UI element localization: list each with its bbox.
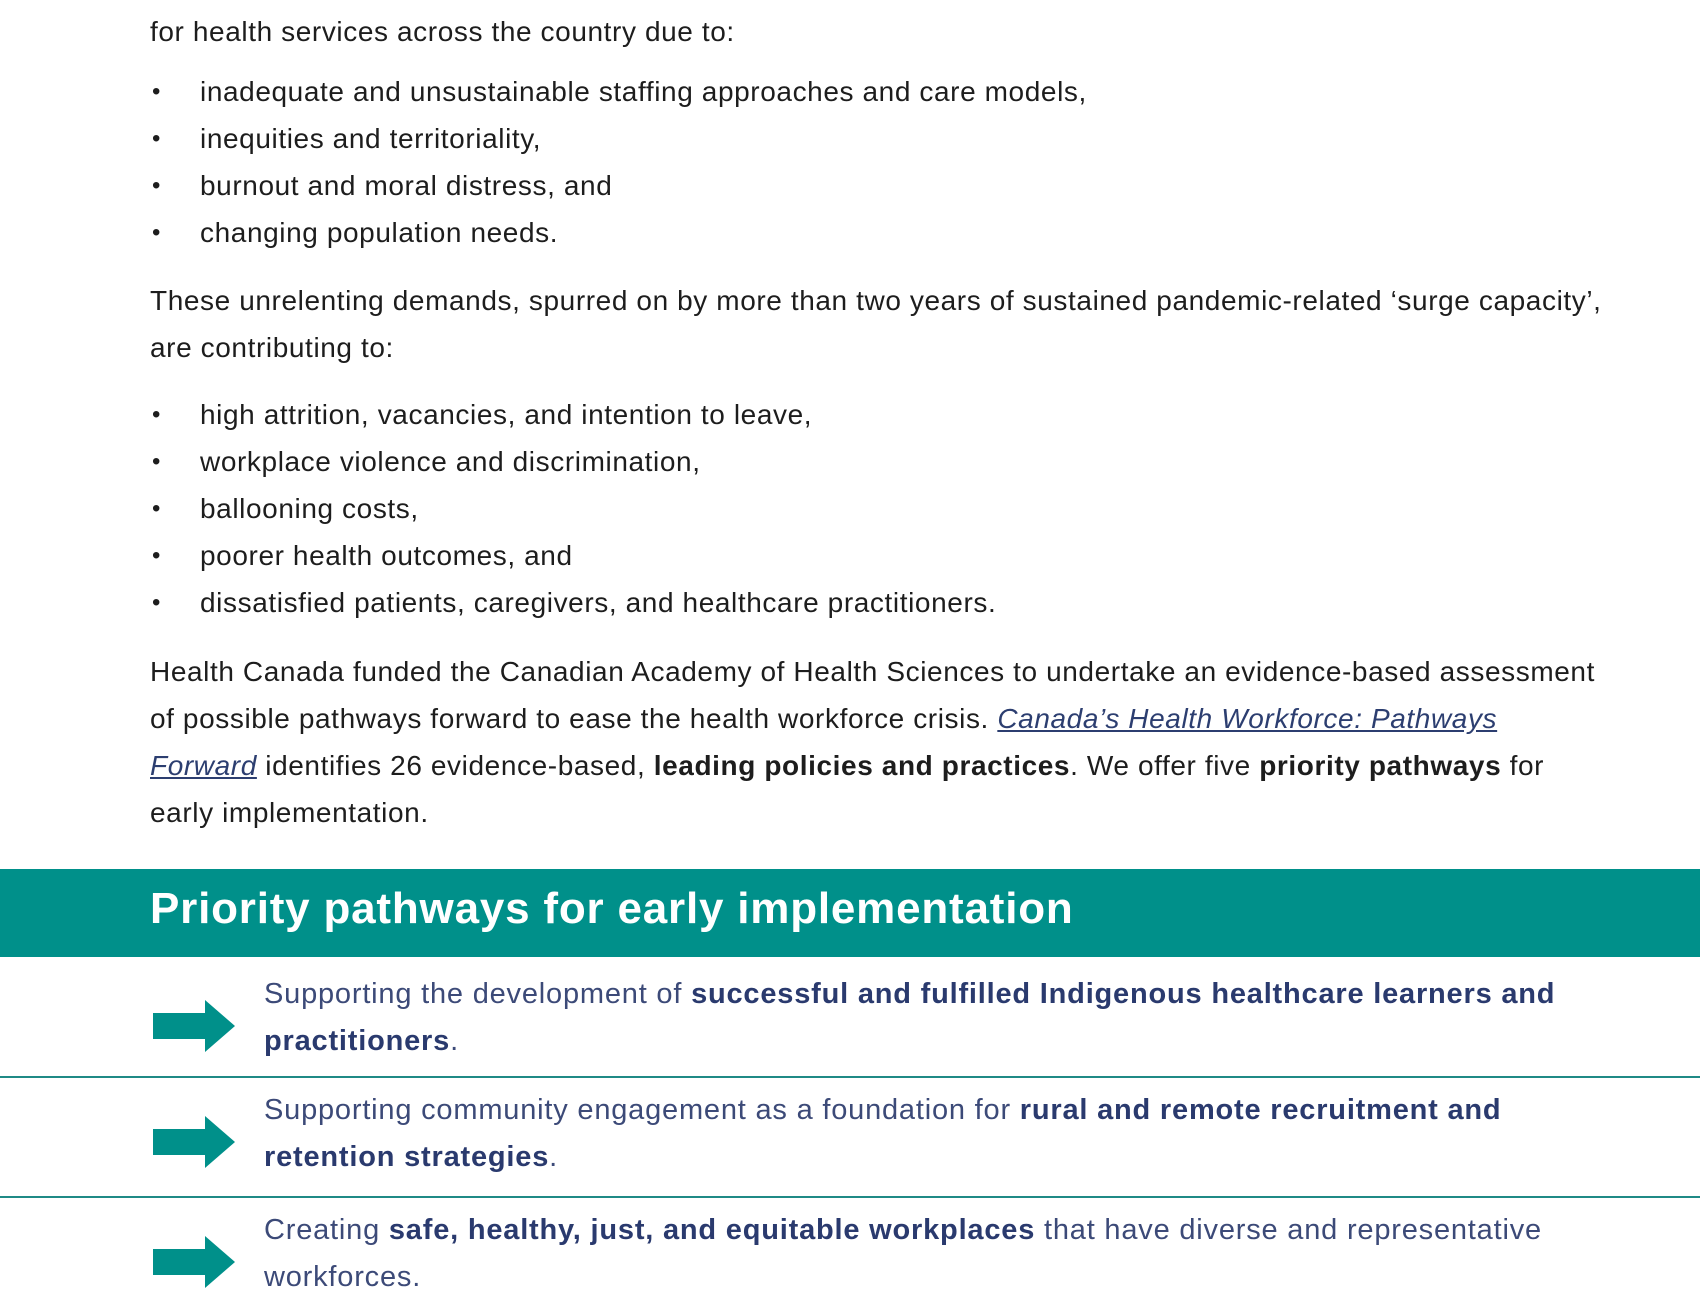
causes-list <box>150 68 1610 256</box>
bullet-icon: • <box>152 589 162 616</box>
pathway-text: Supporting community engagement as a foundation for rural and remote recruitment and retention strategies. <box>264 1094 1502 1173</box>
list-item: • dissatisfied patients, caregivers, and healthcare practitioners. <box>150 579 1610 626</box>
bullet-icon: • <box>152 125 162 152</box>
bullet-icon: • <box>152 495 162 522</box>
arrow-right-icon <box>153 1236 235 1288</box>
list-item: • high attrition, vacancies, and intention to leave, <box>150 391 1610 438</box>
list-item: • inequities and territoriality, <box>150 115 1610 162</box>
pathway-text: Supporting the development of successful and fulfilled Indigenous healthcare learners and practitioners. <box>264 978 1556 1057</box>
divider <box>0 1076 1700 1078</box>
list-item: • changing population needs. <box>150 209 1610 256</box>
pathway-item-3 <box>0 1200 1700 1315</box>
priority-banner <box>0 869 1700 957</box>
pathway-text: Creating safe, healthy, just, and equitable workplaces that have diverse and representative workforces. <box>264 1214 1542 1293</box>
report-link[interactable]: Canada’s Health Workforce: Pathways Forward <box>150 703 1498 781</box>
effects-list <box>150 391 1610 626</box>
arrow-right-icon <box>153 1000 235 1052</box>
pathway-item-1 <box>0 964 1700 1079</box>
list-item: • inadequate and unsustainable staffing approaches and care models, <box>150 68 1610 115</box>
arrow-right-icon <box>153 1116 235 1168</box>
bullet-icon: • <box>152 401 162 428</box>
list-item: • ballooning costs, <box>150 485 1610 532</box>
bullet-icon: • <box>152 448 162 475</box>
intro-line: for health services across the country due to: <box>150 16 735 47</box>
bullet-icon: • <box>152 172 162 199</box>
summary-paragraph: Health Canada funded the Canadian Academy of Health Sciences to undertake an evidence-based assessment of possible pathways forward to ease the health workforce crisis. Canada’s Health Workforce: Pathways Forward identifies 26 evidence-based, leading policies and practices. We offer five priority pathways for early implementation. <box>150 656 1595 828</box>
divider <box>0 1196 1700 1198</box>
bullet-icon: • <box>152 542 162 569</box>
list-item: • workplace violence and discrimination, <box>150 438 1610 485</box>
pathway-item-2 <box>0 1080 1700 1195</box>
bullet-icon: • <box>152 219 162 246</box>
list-item: • burnout and moral distress, and <box>150 162 1610 209</box>
demands-paragraph: These unrelenting demands, spurred on by more than two years of sustained pandemic-related ‘surge capacity’, are contributing to: <box>150 285 1602 363</box>
list-item: • poorer health outcomes, and <box>150 532 1610 579</box>
banner-title: Priority pathways for early implementation <box>150 884 1074 933</box>
bullet-icon: • <box>152 78 162 105</box>
